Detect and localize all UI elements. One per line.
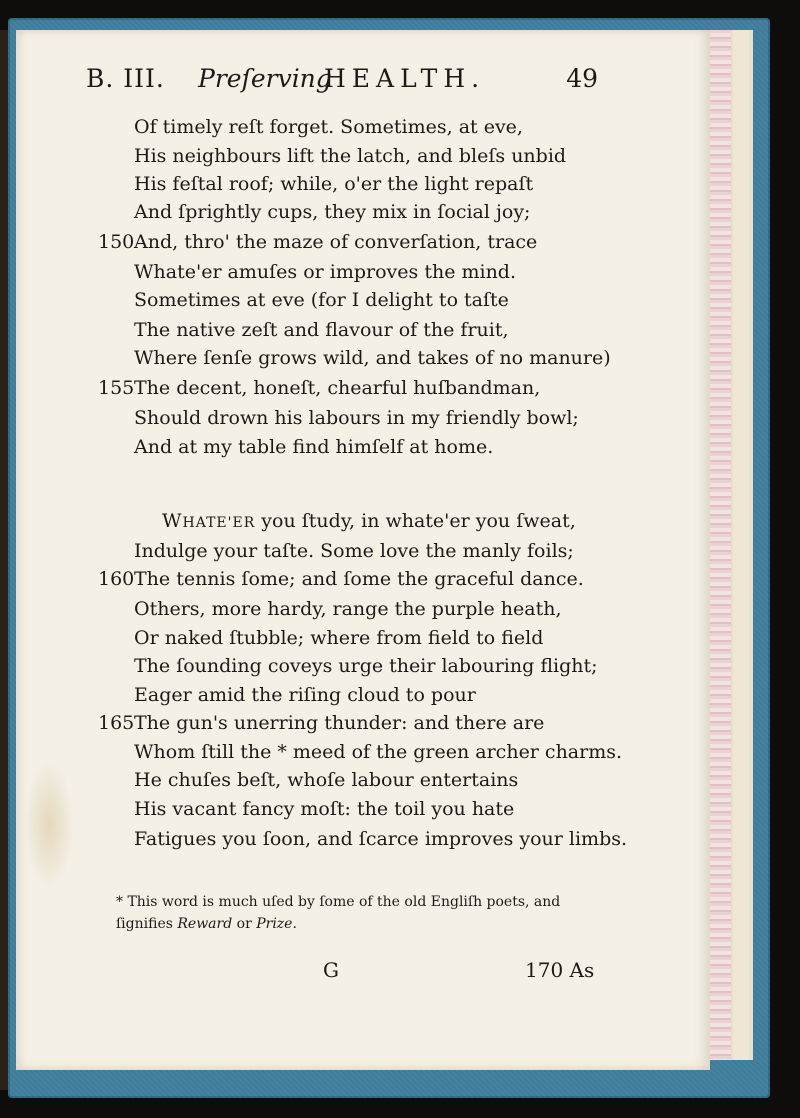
stanza-opening-caps <box>162 510 255 532</box>
verse-line: The decent, honeſt, chearful huſbandman, <box>134 377 541 399</box>
footnote-or: or <box>232 916 257 932</box>
footnote-reward: Reward <box>177 916 233 932</box>
footnote-text: ſignifies <box>116 916 178 932</box>
signature-mark: G <box>323 958 339 982</box>
small-caps-rest: HATE'ER <box>182 515 256 531</box>
verse-line: Fatigues you ſoon, and ſcarce improves your limbs. <box>134 828 628 850</box>
running-head <box>86 64 598 104</box>
running-title-caps: HEALTH. <box>324 64 486 93</box>
verse-line: Eager amid the riſing cloud to pour <box>134 684 476 706</box>
verse-line: And ſprightly cups, they mix in ſocial joy; <box>134 201 531 223</box>
verse-line: The gun's unerring thunder: and there are <box>134 712 545 734</box>
line-number: 160 <box>98 568 135 590</box>
footnote-prize: Prize <box>256 916 293 932</box>
verse-text: you ſtudy, in whate'er you ſweat, <box>255 510 576 532</box>
verse-line: Whate'er amuſes or improves the mind. <box>134 261 517 283</box>
footnote-period: . <box>292 916 297 932</box>
page-number: 49 <box>566 64 598 93</box>
verse-line: Sometimes at eve (for I delight to taſte <box>134 289 509 311</box>
verse-line: Others, more hardy, range the purple heath, <box>134 598 562 620</box>
catchword: 170 As <box>525 958 595 982</box>
footnote-line-2 <box>116 916 297 932</box>
verse-line: Or naked ſtubble; where from field to field <box>134 627 544 649</box>
verse-line: And at my table find himſelf at home. <box>134 436 494 458</box>
footnote-line-1: * This word is much uſed by ſome of the old Engliſh poets, and <box>116 894 561 910</box>
book-number: B. III. <box>86 64 165 93</box>
verse-line: Indulge your taſte. Some love the manly foils; <box>134 540 574 562</box>
verse-line: Should drown his labours in my friendly bowl; <box>134 407 579 429</box>
verse-line: The tennis ſome; and ſome the graceful dance. <box>134 568 584 590</box>
verse-line: Where ſenſe grows wild, and takes of no manure) <box>134 347 611 369</box>
line-number: 155 <box>98 377 135 399</box>
verse-line: His neighbours lift the latch, and bleſs unbid <box>134 145 567 167</box>
verse-line: And, thro' the maze of converſation, trace <box>134 231 538 253</box>
verse-line: The ſounding coveys urge their labouring flight; <box>134 655 598 677</box>
verse-line: Of timely reſt forget. Sometimes, at eve, <box>134 116 523 138</box>
running-title-italic: Preſerving <box>198 64 332 93</box>
verse-line: The native zeſt and flavour of the fruit, <box>134 319 509 341</box>
line-number: 165 <box>98 712 135 734</box>
line-number: 150 <box>98 231 135 253</box>
verse-line: He chuſes beſt, whoſe labour entertains <box>134 769 519 791</box>
verse-line: His feſtal roof; while, o'er the light repaſt <box>134 173 534 195</box>
verse-line: His vacant fancy moſt: the toil you hate <box>134 798 515 820</box>
verse-line: Whom ſtill the * meed of the green archer charms. <box>134 741 623 763</box>
drop-initial: W <box>162 510 183 532</box>
verse-line <box>162 512 576 531</box>
